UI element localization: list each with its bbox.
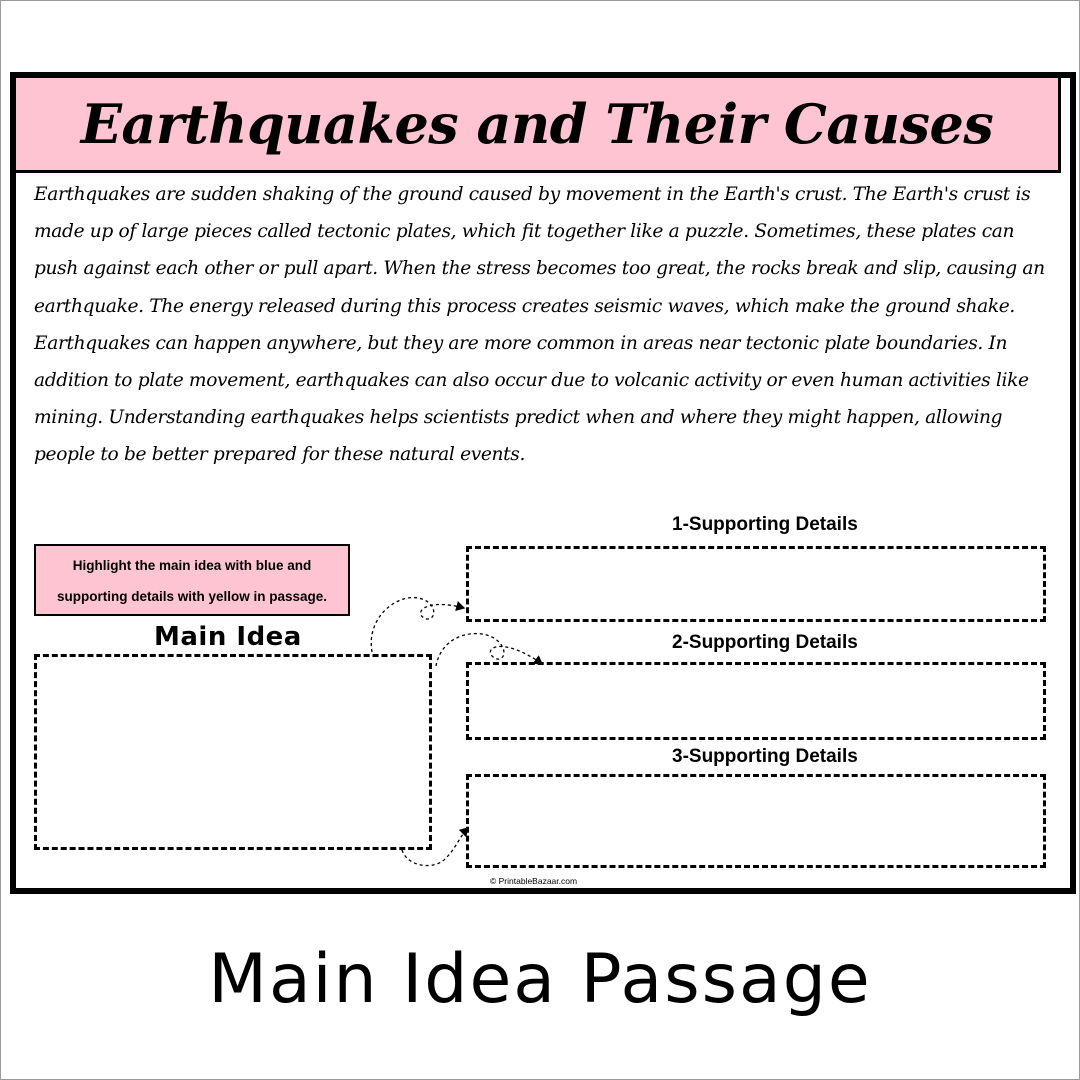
detail-label-2: 2-Supporting Details: [672, 632, 858, 653]
detail-label-1: 1-Supporting Details: [672, 514, 858, 535]
passage-text: Earthquakes are sudden shaking of the ground caused by movement in the Earth's crust. The Earth's crust is made up of large pieces called tectonic plates, which fit together like a puzzle. Sometimes, these plates can push against each other or pull apart. When the stress becomes too great, the rocks break and slip, causing an earthquake. The energy released during this process creates seismic waves, which make the ground shake. Earthquakes can happen anywhere, but they are more common in areas near tectonic plate boundaries. In addition to plate movement, earthquakes can also occur due to volcanic activity or even human activities like mining. Understanding earthquakes helps scientists predict when and where they might happen, allowing people to be better prepared for these natural events.: [34, 184, 1045, 466]
instruction-line-2: supporting details with yellow in passage.: [56, 589, 328, 604]
caption-title: Main Idea Passage: [208, 940, 872, 1019]
detail-label-3: 3-Supporting Details: [672, 746, 858, 767]
main-idea-label: Main Idea: [154, 622, 302, 652]
main-idea-answer-box[interactable]: [34, 654, 432, 850]
detail-answer-box-1[interactable]: [466, 546, 1046, 622]
worksheet: [10, 72, 1076, 894]
detail-answer-box-3[interactable]: [466, 774, 1046, 868]
worksheet-title: Earthquakes and Their Causes: [80, 92, 994, 156]
instruction-box: [34, 544, 350, 616]
title-bar: [16, 78, 1061, 173]
copyright-text: © PrintableBazaar.com: [490, 876, 578, 886]
arrow-to-detail-1: [371, 598, 464, 652]
instruction-line-1: Highlight the main idea with blue and: [72, 558, 312, 573]
detail-answer-box-2[interactable]: [466, 662, 1046, 740]
